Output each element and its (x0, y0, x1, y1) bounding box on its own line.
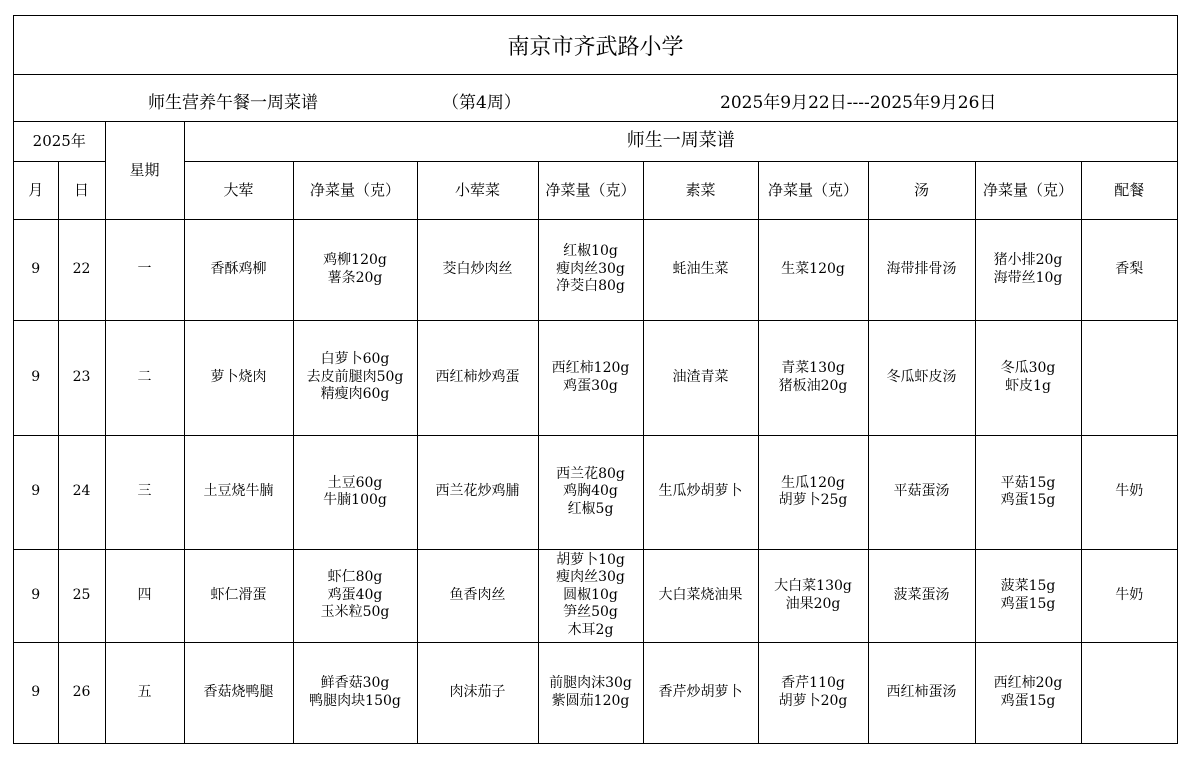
extra-cell (1081, 320, 1177, 435)
ingredient-line: 鸡蛋15g (1000, 492, 1056, 508)
month-cell: 9 (14, 642, 58, 743)
date-range: 2025年9月22日----2025年9月26日 (720, 93, 997, 113)
ingredient-line: 牛腩100g (323, 492, 387, 508)
ingredient-line: 前腿肉沫30g (549, 675, 632, 692)
ingredient-line: 西红柿20g (993, 675, 1063, 692)
school-title: 南京市齐武路小学 (14, 16, 1177, 75)
side-qty-cell (538, 320, 643, 435)
extra-header: 配餐 (1081, 161, 1177, 219)
side-qty-cell (538, 549, 643, 642)
table-row (14, 435, 1177, 549)
side-qty-header: 净菜量（克） (538, 161, 643, 219)
ingredient-line: 鲜香菇30g (320, 675, 390, 692)
menu-title: 师生营养午餐一周菜谱 (148, 93, 318, 113)
month-cell: 9 (14, 219, 58, 320)
weekday-header: 星期 (105, 122, 184, 219)
veg-qty-cell (758, 642, 868, 743)
subtitle-row (14, 75, 1177, 122)
veg-dish-cell: 生瓜炒胡萝卜 (643, 435, 758, 549)
veg-qty-header: 净菜量（克） (758, 161, 868, 219)
ingredient-line: 胡萝卜10g (556, 551, 625, 568)
day-cell: 23 (58, 320, 105, 435)
soup-qty-cell (975, 435, 1081, 549)
month-cell: 9 (14, 320, 58, 435)
veg-qty-cell (758, 320, 868, 435)
group-header: 师生一周菜谱 (184, 122, 1177, 161)
weekday-cell: 三 (105, 435, 184, 549)
main-qty-cell (293, 219, 417, 320)
table-row (14, 219, 1177, 320)
weekday-cell: 五 (105, 642, 184, 743)
main-dish-cell: 虾仁滑蛋 (184, 549, 293, 642)
ingredient-line: 生瓜120g (781, 474, 845, 491)
day-header: 日 (58, 161, 105, 219)
soup-qty-cell (975, 219, 1081, 320)
side-dish-cell: 西兰花炒鸡脯 (417, 435, 538, 549)
veg-qty-cell (758, 219, 868, 320)
main-dish-header: 大荤 (184, 161, 293, 219)
ingredient-line: 瘦肉丝30g (556, 260, 625, 277)
side-dish-cell: 鱼香肉丝 (417, 549, 538, 642)
ingredient-line: 冬瓜30g (1000, 360, 1056, 376)
veg-qty-cell (758, 435, 868, 549)
soup-cell: 平菇蛋汤 (868, 435, 975, 549)
ingredient-line: 西兰花80g (556, 465, 625, 482)
ingredient-line: 玉米粒50g (320, 604, 390, 621)
main-dish-cell: 土豆烧牛腩 (184, 435, 293, 549)
ingredient-line: 薯条20g (327, 269, 383, 286)
ingredient-line: 胡萝卜20g (778, 692, 848, 709)
main-dish-cell: 香菇烧鸭腿 (184, 642, 293, 743)
ingredient-line: 鸡蛋40g (327, 586, 383, 603)
ingredient-line: 菠菜15g (1000, 578, 1056, 594)
extra-cell: 香梨 (1081, 219, 1177, 320)
ingredient-line: 油果20g (785, 595, 841, 612)
weekday-cell: 二 (105, 320, 184, 435)
side-qty-cell (538, 642, 643, 743)
soup-cell: 海带排骨汤 (868, 219, 975, 320)
main-qty-header: 净菜量（克） (293, 161, 417, 219)
veg-dish-cell: 香芹炒胡萝卜 (643, 642, 758, 743)
menu-rows (14, 219, 1177, 743)
side-dish-cell: 肉沫茄子 (417, 642, 538, 743)
ingredient-line: 猪板油20g (778, 377, 848, 394)
side-dish-cell: 茭白炒肉丝 (417, 219, 538, 320)
soup-cell: 冬瓜虾皮汤 (868, 320, 975, 435)
soup-qty-cell (975, 320, 1081, 435)
veg-dish-header: 素菜 (643, 161, 758, 219)
weekday-cell: 一 (105, 219, 184, 320)
side-qty-cell (538, 219, 643, 320)
ingredient-line: 红椒5g (567, 500, 614, 517)
ingredient-line: 青菜130g (781, 360, 845, 376)
month-cell: 9 (14, 435, 58, 549)
side-qty-cell (538, 435, 643, 549)
soup-cell: 菠菜蛋汤 (868, 549, 975, 642)
week-label: （第4周） (442, 93, 521, 113)
main-qty-cell (293, 320, 417, 435)
extra-cell (1081, 642, 1177, 743)
extra-cell: 牛奶 (1081, 435, 1177, 549)
side-dish-header: 小荤菜 (417, 161, 538, 219)
ingredient-line: 白萝卜60g (320, 351, 390, 368)
ingredient-line: 紫圆茄120g (551, 692, 630, 709)
ingredient-line: 大白菜130g (774, 578, 852, 594)
ingredient-line: 鸡柳120g (323, 252, 387, 268)
ingredient-line: 西红柿120g (551, 360, 630, 376)
ingredient-line: 红椒10g (563, 243, 618, 260)
extra-cell: 牛奶 (1081, 549, 1177, 642)
ingredient-line: 鸡蛋15g (1000, 692, 1056, 709)
month-header: 月 (14, 161, 58, 219)
ingredient-line: 去皮前腿肉50g (306, 368, 404, 385)
month-cell: 9 (14, 549, 58, 642)
day-cell: 24 (58, 435, 105, 549)
menu-table (14, 122, 1177, 743)
veg-dish-cell: 油渣青菜 (643, 320, 758, 435)
ingredient-line: 平菇15g (1000, 474, 1056, 491)
main-dish-cell: 香酥鸡柳 (184, 219, 293, 320)
ingredient-line: 胡萝卜25g (778, 492, 848, 508)
ingredient-line: 生菜120g (781, 260, 845, 277)
veg-dish-cell: 大白菜烧油果 (643, 549, 758, 642)
soup-qty-cell (975, 549, 1081, 642)
year-header: 2025年 (14, 122, 105, 161)
side-dish-cell: 西红柿炒鸡蛋 (417, 320, 538, 435)
ingredient-line: 圆椒10g (563, 586, 618, 603)
ingredient-line: 土豆60g (327, 474, 383, 491)
veg-dish-cell: 蚝油生菜 (643, 219, 758, 320)
table-row (14, 549, 1177, 642)
table-row (14, 642, 1177, 743)
main-dish-cell: 萝卜烧肉 (184, 320, 293, 435)
ingredient-line: 精瘦肉60g (320, 386, 390, 403)
ingredient-line: 香芹110g (781, 675, 845, 692)
ingredient-line: 虾皮1g (1005, 377, 1051, 394)
day-cell: 26 (58, 642, 105, 743)
ingredient-line: 鸡蛋30g (563, 377, 618, 394)
main-qty-cell (293, 435, 417, 549)
ingredient-line: 鸡蛋15g (1000, 595, 1056, 612)
ingredient-line: 鸭腿肉块150g (309, 692, 401, 709)
day-cell: 25 (58, 549, 105, 642)
soup-qty-cell (975, 642, 1081, 743)
soup-qty-header: 净菜量（克） (975, 161, 1081, 219)
ingredient-line: 海带丝10g (993, 269, 1063, 286)
table-row (14, 320, 1177, 435)
soup-cell: 西红柿蛋汤 (868, 642, 975, 743)
menu-sheet (13, 15, 1178, 744)
soup-header: 汤 (868, 161, 975, 219)
ingredient-line: 虾仁80g (327, 569, 383, 586)
ingredient-line: 瘦肉丝30g (556, 569, 625, 586)
ingredient-line: 鸡胸40g (563, 483, 618, 500)
veg-qty-cell (758, 549, 868, 642)
ingredient-line: 笋丝50g (563, 604, 618, 621)
ingredient-line: 猪小排20g (993, 252, 1063, 268)
ingredient-line: 净茭白80g (556, 278, 625, 295)
day-cell: 22 (58, 219, 105, 320)
main-qty-cell (293, 642, 417, 743)
ingredient-line: 木耳2g (567, 621, 614, 638)
weekday-cell: 四 (105, 549, 184, 642)
main-qty-cell (293, 549, 417, 642)
